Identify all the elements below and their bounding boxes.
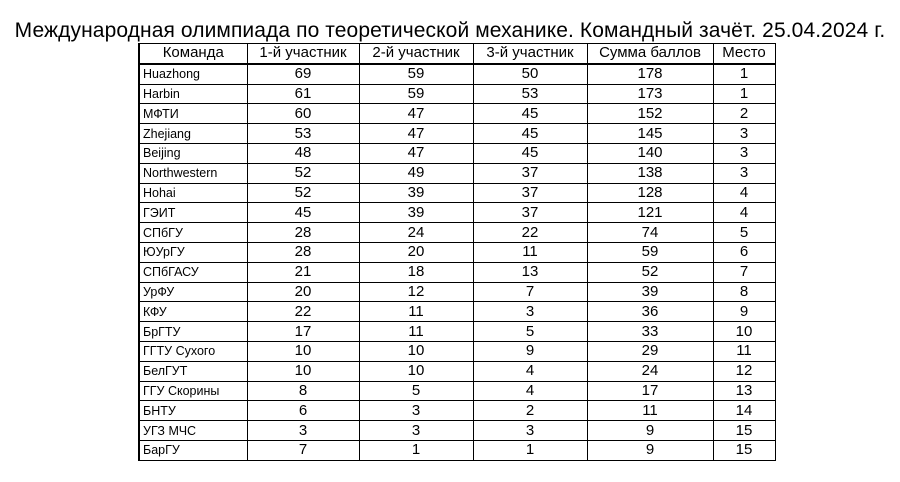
team-name-cell: Zhejiang: [139, 124, 247, 144]
place-cell: 14: [713, 401, 775, 421]
team-name-cell: БелГУТ: [139, 361, 247, 381]
participant-2-score: 3: [359, 401, 473, 421]
participant-3-score: 37: [473, 183, 587, 203]
total-score-cell: 145: [587, 124, 713, 144]
participant-1-score: 52: [247, 163, 359, 183]
participant-1-score: 69: [247, 64, 359, 84]
participant-1-score: 17: [247, 322, 359, 342]
participant-3-score: 7: [473, 282, 587, 302]
total-score-cell: 138: [587, 163, 713, 183]
participant-2-score: 47: [359, 104, 473, 124]
team-name-cell: Harbin: [139, 84, 247, 104]
place-cell: 6: [713, 242, 775, 262]
place-cell: 3: [713, 124, 775, 144]
participant-2-score: 49: [359, 163, 473, 183]
participant-1-score: 10: [247, 361, 359, 381]
participant-2-score: 3: [359, 421, 473, 441]
team-name-cell: ЮУрГУ: [139, 242, 247, 262]
participant-2-score: 10: [359, 341, 473, 361]
table-row: [139, 282, 775, 302]
participant-1-score: 60: [247, 104, 359, 124]
participant-1-score: 7: [247, 440, 359, 460]
place-cell: 8: [713, 282, 775, 302]
table-header-row: [139, 44, 775, 64]
team-name-cell: МФТИ: [139, 104, 247, 124]
participant-3-score: 45: [473, 124, 587, 144]
table-row: [139, 64, 775, 84]
table-row: [139, 203, 775, 223]
header-participant-1: 1-й участник: [247, 44, 359, 64]
table-row: [139, 242, 775, 262]
participant-1-score: 52: [247, 183, 359, 203]
participant-3-score: 45: [473, 143, 587, 163]
table-row: [139, 124, 775, 144]
team-name-cell: БрГТУ: [139, 322, 247, 342]
total-score-cell: 178: [587, 64, 713, 84]
team-results-table: [138, 43, 776, 461]
participant-1-score: 28: [247, 223, 359, 243]
table-row: [139, 381, 775, 401]
total-score-cell: 121: [587, 203, 713, 223]
table-row: [139, 341, 775, 361]
participant-3-score: 50: [473, 64, 587, 84]
team-name-cell: УГЗ МЧС: [139, 421, 247, 441]
participant-2-score: 18: [359, 262, 473, 282]
participant-2-score: 1: [359, 440, 473, 460]
team-name-cell: ГГТУ Сухого: [139, 341, 247, 361]
participant-1-score: 6: [247, 401, 359, 421]
participant-2-score: 11: [359, 322, 473, 342]
table-row: [139, 401, 775, 421]
team-name-cell: Northwestern: [139, 163, 247, 183]
team-name-cell: КФУ: [139, 302, 247, 322]
place-cell: 1: [713, 64, 775, 84]
participant-2-score: 12: [359, 282, 473, 302]
total-score-cell: 74: [587, 223, 713, 243]
participant-2-score: 39: [359, 203, 473, 223]
participant-3-score: 22: [473, 223, 587, 243]
total-score-cell: 173: [587, 84, 713, 104]
total-score-cell: 59: [587, 242, 713, 262]
total-score-cell: 33: [587, 322, 713, 342]
place-cell: 13: [713, 381, 775, 401]
place-cell: 4: [713, 183, 775, 203]
place-cell: 9: [713, 302, 775, 322]
participant-1-score: 3: [247, 421, 359, 441]
header-place: Место: [713, 44, 775, 64]
participant-1-score: 45: [247, 203, 359, 223]
header-total-score: Сумма баллов: [587, 44, 713, 64]
table-row: [139, 322, 775, 342]
participant-3-score: 53: [473, 84, 587, 104]
table-body: [139, 64, 775, 460]
place-cell: 10: [713, 322, 775, 342]
participant-3-score: 1: [473, 440, 587, 460]
header-participant-3: 3-й участник: [473, 44, 587, 64]
place-cell: 3: [713, 163, 775, 183]
total-score-cell: 29: [587, 341, 713, 361]
participant-1-score: 28: [247, 242, 359, 262]
team-name-cell: ГЭИТ: [139, 203, 247, 223]
total-score-cell: 17: [587, 381, 713, 401]
place-cell: 4: [713, 203, 775, 223]
table-row: [139, 361, 775, 381]
participant-1-score: 20: [247, 282, 359, 302]
participant-1-score: 21: [247, 262, 359, 282]
table-row: [139, 440, 775, 460]
participant-2-score: 59: [359, 64, 473, 84]
team-name-cell: СПбГУ: [139, 223, 247, 243]
participant-3-score: 9: [473, 341, 587, 361]
table-row: [139, 262, 775, 282]
participant-3-score: 5: [473, 322, 587, 342]
participant-2-score: 47: [359, 143, 473, 163]
table-row: [139, 84, 775, 104]
team-name-cell: УрФУ: [139, 282, 247, 302]
participant-2-score: 20: [359, 242, 473, 262]
table-row: [139, 302, 775, 322]
participant-3-score: 45: [473, 104, 587, 124]
team-name-cell: БарГУ: [139, 440, 247, 460]
participant-1-score: 8: [247, 381, 359, 401]
total-score-cell: 140: [587, 143, 713, 163]
total-score-cell: 39: [587, 282, 713, 302]
team-name-cell: СПбГАСУ: [139, 262, 247, 282]
participant-3-score: 4: [473, 381, 587, 401]
place-cell: 15: [713, 421, 775, 441]
participant-1-score: 48: [247, 143, 359, 163]
place-cell: 7: [713, 262, 775, 282]
participant-2-score: 24: [359, 223, 473, 243]
header-team: Команда: [139, 44, 247, 64]
participant-3-score: 3: [473, 302, 587, 322]
participant-2-score: 5: [359, 381, 473, 401]
place-cell: 15: [713, 440, 775, 460]
participant-1-score: 10: [247, 341, 359, 361]
participant-3-score: 13: [473, 262, 587, 282]
table-row: [139, 421, 775, 441]
participant-2-score: 59: [359, 84, 473, 104]
team-name-cell: Hohai: [139, 183, 247, 203]
participant-3-score: 37: [473, 163, 587, 183]
participant-1-score: 22: [247, 302, 359, 322]
team-name-cell: ГГУ Скорины: [139, 381, 247, 401]
total-score-cell: 52: [587, 262, 713, 282]
place-cell: 5: [713, 223, 775, 243]
participant-3-score: 2: [473, 401, 587, 421]
team-name-cell: Huazhong: [139, 64, 247, 84]
header-participant-2: 2-й участник: [359, 44, 473, 64]
total-score-cell: 36: [587, 302, 713, 322]
participant-2-score: 39: [359, 183, 473, 203]
participant-2-score: 47: [359, 124, 473, 144]
table-row: [139, 104, 775, 124]
place-cell: 12: [713, 361, 775, 381]
place-cell: 3: [713, 143, 775, 163]
participant-3-score: 11: [473, 242, 587, 262]
table-row: [139, 143, 775, 163]
place-cell: 1: [713, 84, 775, 104]
table-row: [139, 163, 775, 183]
table-row: [139, 223, 775, 243]
total-score-cell: 9: [587, 440, 713, 460]
participant-1-score: 61: [247, 84, 359, 104]
place-cell: 11: [713, 341, 775, 361]
participant-2-score: 11: [359, 302, 473, 322]
total-score-cell: 11: [587, 401, 713, 421]
participant-1-score: 53: [247, 124, 359, 144]
table-row: [139, 183, 775, 203]
participant-3-score: 3: [473, 421, 587, 441]
total-score-cell: 128: [587, 183, 713, 203]
total-score-cell: 152: [587, 104, 713, 124]
total-score-cell: 24: [587, 361, 713, 381]
document-title: Международная олимпиада по теоретической механике. Командный зачёт. 25.04.2024 г.: [14, 19, 886, 42]
team-name-cell: Beijing: [139, 143, 247, 163]
participant-3-score: 37: [473, 203, 587, 223]
team-name-cell: БНТУ: [139, 401, 247, 421]
participant-3-score: 4: [473, 361, 587, 381]
place-cell: 2: [713, 104, 775, 124]
participant-2-score: 10: [359, 361, 473, 381]
total-score-cell: 9: [587, 421, 713, 441]
